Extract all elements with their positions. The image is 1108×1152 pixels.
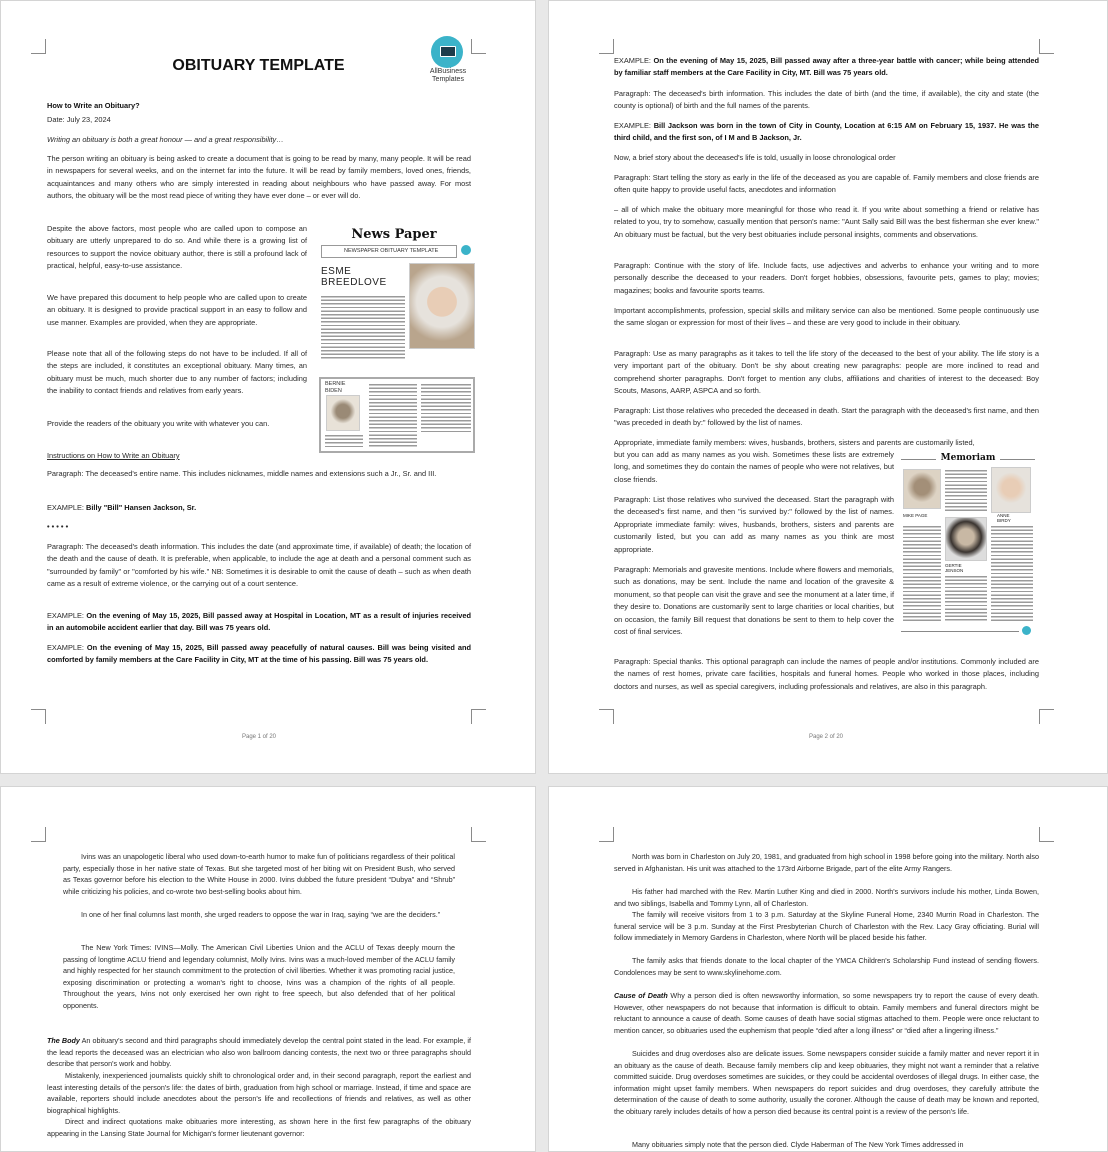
portrait-photo (903, 469, 941, 509)
document-date: Date: July 23, 2024 (47, 115, 111, 124)
placeholder-text (991, 525, 1033, 623)
section-label: The Body (47, 1036, 80, 1045)
paragraph: Direct and indirect quotations make obituaries more interesting, as shown here in the first few paragraphs of the obituary appearing in the Lansing State Journal for Michigan's former lieutenant governor: (47, 1117, 471, 1138)
placeholder-text (369, 383, 417, 447)
instructions-heading: Instructions on How to Write an Obituary (47, 451, 180, 460)
last-name: BREEDLOVE (321, 277, 387, 288)
margin-mark (599, 39, 614, 54)
newspaper-banner: NEWSPAPER OBITUARY TEMPLATE (321, 245, 457, 258)
paragraph (614, 990, 1039, 1036)
separator-dots: • • • • • (47, 522, 69, 531)
paragraph: Now, a brief story about the deceased's life is told, usually in loose chronological order (614, 153, 896, 162)
example-text: On the evening of May 15, 2025, Bill passed away after a three-year battle with cancer; while being attended by familiar staff members at the Care Facility in City, MT. Bill was 75 years old. (614, 56, 1039, 78)
page-number: Page 1 of 20 (241, 734, 277, 740)
paragraph-text: An obituary's second and third paragraphs should immediately develop the central point stated in the lead. For example, if the lead reports the deceased was an electrician who also won ballroom dancing contests, the next two or three paragraphs should describe that person's work and hobby. (47, 1036, 472, 1069)
logo-line2: Templates (432, 76, 464, 83)
paragraph: Mistakenly, inexperienced journalists quickly shift to chronological order and, in their second paragraph, report the earliest and least interesting details of the person's life: the dates of birth, graduation from high school or marriage. Instead, if time and space are available, reporters should include anecdotes about the person's life and recollections of friends and relatives, as well as other biographical highlights. (47, 1071, 471, 1115)
example-label: EXAMPLE: (47, 611, 87, 620)
obit-name: ANNE BIRDY (997, 513, 1011, 523)
example-text: On the evening of May 15, 2025, Bill passed away at Hospital in Location, MT as a result of injuries received in an automobile accident earlier that day. Bill was 75 years old. (47, 611, 471, 633)
paragraph: Please note that all of the following steps do not have to be included. If all of the steps are included, it constitutes an exceptional obituary. Many times, an obituary must be much, much shorter due to any number of factors; including the inability to contact friends and relatives from early years. (47, 349, 307, 396)
portrait-photo (945, 517, 987, 561)
margin-mark (1039, 827, 1054, 842)
portrait-photo (326, 395, 360, 431)
example-label: EXAMPLE: (614, 121, 654, 130)
margin-mark (471, 39, 486, 54)
placeholder-text (903, 525, 941, 623)
obit-name: GERTIE JENSON (945, 563, 964, 573)
paragraph: Many obituaries simply note that the person died. Clyde Haberman of The New York Times addressed in (632, 1140, 964, 1149)
newspaper-template-image (319, 225, 479, 455)
margin-mark (31, 827, 46, 842)
paragraph: Paragraph: Memorials and gravesite mentions. Include where flowers and memorials, such as donations, may be sent. Include the name and location of the gravesite & monument, so that people can visit the grave and see the monument at a later time, if they desire to. Donations are customarily sent to large charities or local charities, but on occasion, the family Bill request that donations be sent to them to help cover the cost of final services. (614, 565, 894, 637)
newspaper-masthead: News Paper (351, 227, 437, 242)
paragraph: In one of her final columns last month, she urged readers to oppose the war in Iraq, saying “we are the deciders.” (81, 910, 441, 919)
placeholder-text (945, 575, 987, 623)
example (47, 642, 471, 667)
paragraph: Paragraph: The deceased's birth information. This includes the date of birth (and the time, if available), the city and state (the county is optional) of birth and the full names of the parents. (614, 89, 1039, 111)
memoriam-template-image (901, 453, 1035, 649)
paragraph: Paragraph: List those relatives who preceded the deceased in death. Start the paragraph with the deceased's first name, and then "was preceded in death by:" followed by the list of names. (614, 406, 1039, 428)
paragraph: – all of which make the obituary more meaningful for those who read it. If you write about something a friend or relative has related to you, try to somehow, casually mention that person's name: "Aunt Sally said Bill was the best fisherman she ever knew." An obituary must be factual, but the very best obituaries include personal insights, comments and observations. (614, 205, 1039, 239)
placeholder-text (945, 469, 987, 513)
document-title: OBITUARY TEMPLATE (172, 57, 345, 74)
logo-icon (461, 245, 471, 255)
placeholder-text (421, 383, 471, 433)
example (47, 502, 471, 514)
margin-mark (1039, 709, 1054, 724)
margin-mark (599, 827, 614, 842)
paragraph-text: Why a person died is often newsworthy information, so some newspapers try to report the cause of every death. However, other newspapers do not because that information is difficult to obtain. Family members and funeral directors might be reluctant to announce a cause of death. Some causes of death have social stigmas attached to them. People were once reluctant to mention cancer, so obituaries used the euphemism that people “died after a long illness” or “died after a lingering illness.” (614, 991, 1039, 1035)
page-number: Page 2 of 20 (808, 734, 844, 740)
paragraph: Appropriate, immediate family members: wives, husbands, brothers, sisters and parents are customarily listed, (614, 438, 975, 447)
example-label: EXAMPLE: (47, 643, 87, 652)
page-1 (0, 0, 536, 774)
portrait-photo (409, 263, 475, 349)
paragraph: but you can add as many names as you wish. Sometimes these lists are extremely long, and sometimes they do contain the names of people who were not relatives, but close friends. (614, 450, 894, 484)
paragraph: Paragraph: Start telling the story as early in the life of the deceased as you are capable of. Family members and close friends are often quite happy to provide useful facts, anecdotes and information (614, 173, 1039, 195)
paragraph: The family will receive visitors from 1 to 3 p.m. Saturday at the Skyline Funeral Home, 2340 Murrin Road in Charleston. The funeral service will be 3 p.m. Sunday at the First Presbyterian Church of Charleston with the Rev. Lacy Gray officiating. Burial will follow immediately in Memory Gardens in Charleston, where North will be placed beside his father. (614, 910, 1039, 943)
paragraph: Despite the above factors, most people who are called upon to compose an obituary are utterly unprepared to do so. And while there is a growing list of resources to support the novice obituary author, there is still a profound lack of practical, helpful, easy-to-use assistance. (47, 224, 307, 271)
paragraph: Important accomplishments, profession, special skills and military service can also be mentioned. Some people continuously use the same slogan or expression for most of their lives – and these are very good to include in their obituary. (614, 306, 1039, 328)
paragraph: Paragraph: The deceased's death information. This includes the date (and approximate time, if available) of death; the location of the death and the cause of death. It is preferable, when applicable, to include the age at death and a personal comment such as "surrounded by family" or "comforted by his wife." NB: Sometimes it is desirable to omit the cause of death – such as when death came as a result of extreme violence, or the carrying out of a court sentence. (47, 542, 471, 589)
paragraph: The person writing an obituary is being asked to create a document that is going to be read by many, many people. It will be read in newspapers for several weeks, and on the internet far into the future. It will be read by family members, loved ones, friends, acquaintances and many others who are simply interested in reading about neighbours who have passed away. For most authors, the obituary will be the most read piece of writing they have ever done – or ever will do. (47, 154, 471, 201)
margin-mark (31, 39, 46, 54)
example (47, 610, 471, 635)
margin-mark (471, 709, 486, 724)
logo-line1: AllBusiness (429, 68, 467, 75)
paragraph (47, 1035, 471, 1070)
obit-name (321, 266, 387, 288)
paragraph: Paragraph: List those relatives who survived the deceased. Start the paragraph with the deceased's first name, and then "is survived by:" followed by the list of names. Appropriate immediate family: wives, husbands, brothers, sisters and parents are customarily listed, but you can add as many names as you think are most appropriate. (614, 495, 894, 554)
last-name: BIDEN (325, 387, 342, 394)
paragraph: Paragraph: Use as many paragraphs as it takes to tell the life story of the deceased to the best of your ability. The life story is a very important part of the obituary. Don't be shy about creating new paragraphs: people are more inclined to read and comprehend shorter paragraphs. Don't forget to mention any clubs, affiliations and charities of interest to the deceased: Boy Scouts, Masons, AARP, ASPCA and so forth. (614, 349, 1039, 396)
section-label: Cause of Death (614, 991, 668, 1000)
memoriam-title: Memoriam (936, 453, 1000, 463)
paragraph: Provide the readers of the obituary you write with whatever you can. (47, 419, 270, 428)
margin-mark (471, 827, 486, 842)
allbusiness-logo-icon (431, 36, 463, 68)
paragraph: Paragraph: Continue with the story of life. Include facts, use adjectives and adverbs to enhance your writing and to more personally describe the deceased to your readers. Don't forget hobbies, obsessions, favourite pets, games to play; movies; magazines; books and favourite sports teams. (614, 261, 1039, 295)
first-name: BERNIE (325, 381, 346, 387)
page-3 (0, 786, 536, 1152)
example-text: Billy "Bill" Hansen Jackson, Sr. (86, 503, 197, 512)
paragraph: North was born in Charleston on July 20, 1981, and graduated from high school in 1998 before going into the military. North also served in Afghanistan. His unit was attached to the 173rd Airborne Brigade, part of the elite Army Rangers. (614, 852, 1039, 873)
paragraph: Ivins was an unapologetic liberal who used down-to-earth humor to make fun of politicians regardless of their political party, especially those in her native state of Texas. But she targeted most of her biting wit on President Bush, who served as Texas governor before his election to the White House in 2000. Ivins dubbed the future president “Dubya” and “Shrub” while criticizing his policies, and co-wrote two best-selling books about him. (63, 852, 455, 896)
paragraph: The family asks that friends donate to the local chapter of the YMCA Children's Scholarship Fund instead of sending flowers. Condolences may be sent to www.skylinehome.com. (614, 956, 1039, 977)
example (614, 55, 1039, 80)
paragraph: Paragraph: Special thanks. This optional paragraph can include the names of people and/or institutions. Commonly included are the names of rest homes, private care facilities, hospitals and funeral homes. People who worked in those places, including doctors and nurses, as well as special caregivers, including professionals and relatives, are also in this paragraph. (614, 657, 1039, 691)
intro-italic: Writing an obituary is both a great honour — and a great responsibility… (47, 135, 284, 144)
first-name: ESME (321, 266, 352, 277)
example-label: EXAMPLE: (47, 503, 87, 512)
margin-mark (599, 709, 614, 724)
logo-icon (1022, 626, 1031, 635)
example (614, 120, 1039, 145)
page-2 (548, 0, 1108, 774)
portrait-photo (991, 467, 1031, 513)
paragraph: We have prepared this document to help people who are called upon to create an obituary. It is designed to provide practical support in an easy to follow and use manner. Examples are provided, when they are appropriate. (47, 293, 307, 327)
margin-mark (31, 709, 46, 724)
paragraph: The New York Times: IVINS—Molly. The American Civil Liberties Union and the ACLU of Texas deeply mourn the passing of longtime ACLU friend and legendary columnist, Molly Ivins. Ivins was a much-loved member of the ACLU family and highly respected for her staunch commitment to the protection of civil liberties. Whether it was promoting racial justice, exposing discrimination or protecting a woman's right to choose, Ivins was a champion of the rights of all people. Throughout the years, Ivins not only exercised her own right to free speech, but also defended that of her political opponents. (63, 943, 455, 1010)
example-text: On the evening of May 15, 2025, Bill passed away peacefully of natural causes. Bill was being visited and comforted by family members at the Care Facility in City, MT at the time of his passing. Bill was 75 years old. (47, 643, 471, 665)
page-4 (548, 786, 1108, 1152)
paragraph: Paragraph: The deceased's entire name. This includes nicknames, middle names and extensions such a Jr., Sr. and III. (47, 469, 437, 478)
obit-name (325, 381, 345, 394)
margin-mark (1039, 39, 1054, 54)
section-heading: How to Write an Obituary? (47, 101, 140, 110)
obit-name: MIKE PAGE (903, 513, 928, 518)
paragraph: Suicides and drug overdoses also are delicate issues. Some newspapers consider suicide a family matter and never report it in an obituary as the cause of death. Because family members clip and keep obituaries, they might not want a reminder that a relative committed suicide. Drug overdoses sometimes are suicides, or they could be accidental overdoses of illegal drugs. In either case, the information might upset family members. When newspapers do report suicides and drug overdoses, they carefully attribute the determination of the cause of death to some authority, usually the coroner. Although the cause of death may be known and reported, the obituary rarely includes details of how a person died because its central point is a review of the person's life. (614, 1049, 1039, 1116)
logo-text (419, 68, 477, 84)
placeholder-text (325, 434, 363, 448)
example-text: Bill Jackson was born in the town of City in County, Location at 6:15 AM on February 15, 1937. He was the third child, and the first son, of I M and B Jackson, Jr. (614, 121, 1039, 143)
example-label: EXAMPLE: (614, 56, 654, 65)
divider (901, 631, 1019, 632)
paragraph: His father had marched with the Rev. Martin Luther King and died in 2000. North's survivors include his mother, Linda Bowen, and two siblings, Isabella and Tommy Lynn, all of Charleston. (614, 887, 1039, 908)
obit-box (319, 377, 475, 453)
placeholder-text (321, 295, 405, 359)
